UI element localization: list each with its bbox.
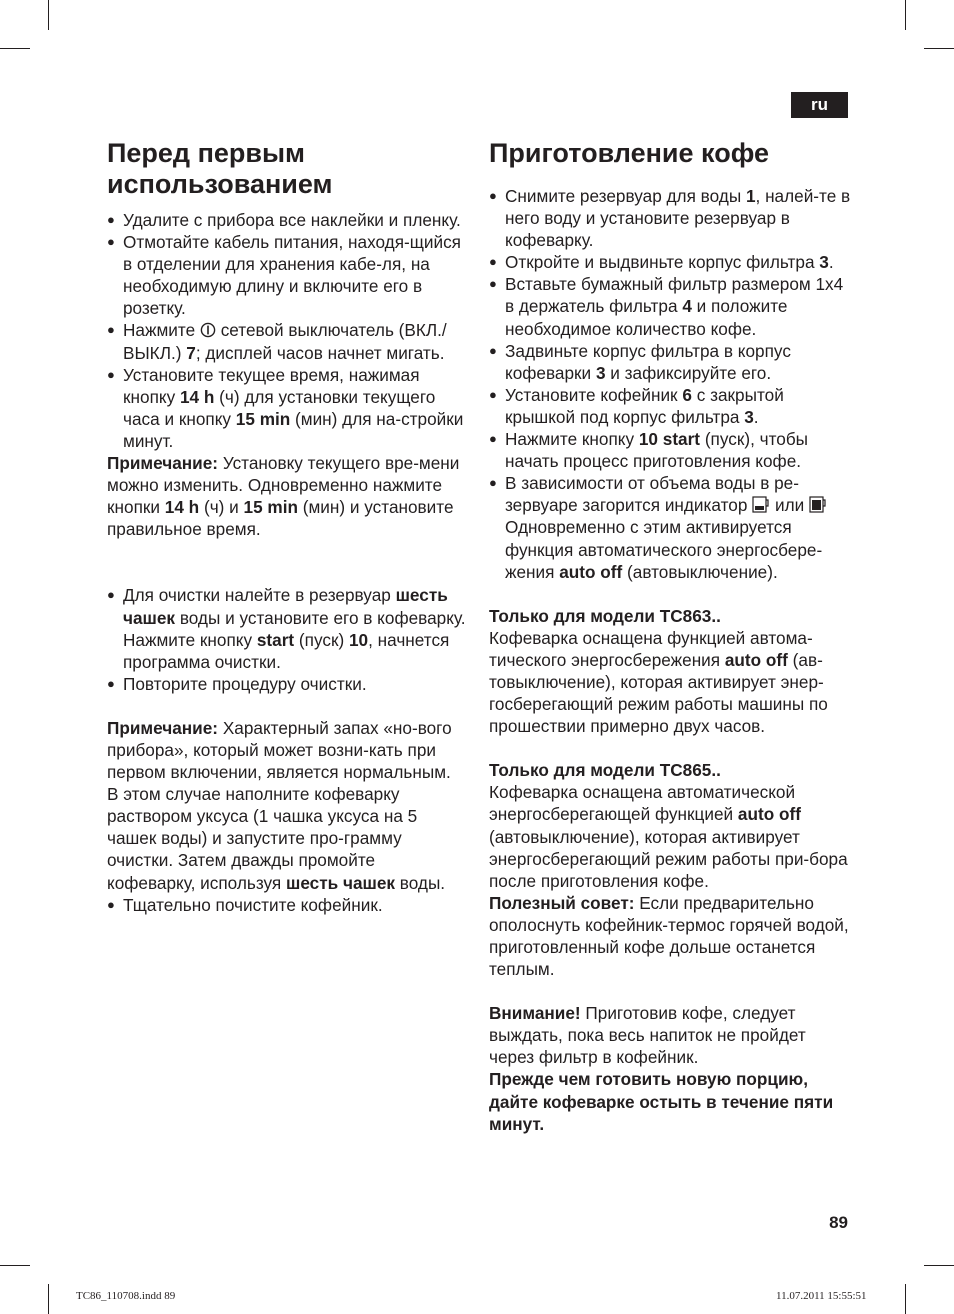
model-paragraph: Кофеварка оснащена функцией автома-тического энергосбережения auto off (ав-товыключение), которая активирует энер-госберегающий режим работы машины по прошествии примерно двух часов. [489, 627, 828, 737]
list-item: ● Удалите с прибора все наклейки и пленку. [107, 209, 467, 231]
crop-mark [924, 48, 954, 49]
spacer [489, 737, 851, 759]
list-item: ● Установите текущее время, нажимая кнопку 14 h (ч) для установки текущего часа и кнопку 15 min (мин) для на-стройки минут. [107, 364, 467, 452]
spacer [489, 980, 851, 1002]
crop-mark [48, 0, 49, 30]
list-item: ● Отмотайте кабель питания, находя-щийся в отделении для хранения кабе-ля, на необходимую длину и включите его в розетку. [107, 231, 467, 319]
crop-mark [0, 48, 30, 49]
footer-file-info: TC86_110708.indd 89 [76, 1290, 176, 1302]
spacer [489, 583, 851, 605]
right-column [489, 138, 851, 1135]
crop-mark [0, 1265, 30, 1266]
list-item: ● Для очистки налейте в резервуар шесть чашек воды и установите его в кофеварку. Нажмите кнопку start (пуск) 10, начнется программа очистки. [107, 584, 467, 672]
crop-mark [924, 1265, 954, 1266]
crop-mark [48, 1284, 49, 1314]
model-heading: Только для модели TC865.. [489, 760, 721, 781]
list-item: ● Задвиньте корпус фильтра в корпус кофеварки 3 и зафиксируйте его. [489, 340, 851, 384]
warning-bold-paragraph: Прежде чем готовить новую порцию, дайте кофеварке остыть в течение пяти минут. [489, 1069, 834, 1134]
note-paragraph: Примечание: Характерный запах «но-вого прибора», который может возни-кать при первом включении, является нормальным. В этом случае наполните кофеварку раствором уксуса (1 чашка уксуса на 5 чашек воды) и запустите про-грамму очистки. Затем дважды промойте кофеварку, используя шесть чашек воды. [107, 717, 452, 893]
list-item: ● Снимите резервуар для воды 1, налей-те в него воду и установите резервуар в кофеварку. [489, 185, 851, 251]
crop-mark [905, 1284, 906, 1314]
spacer [107, 695, 467, 717]
right-section-title: Приготовление кофе [489, 138, 769, 168]
list-item: ● Нажмите кнопку 10 start (пуск), чтобы начать процесс приготовления кофе. [489, 428, 851, 472]
list-item: ● Вставьте бумажный фильтр размером 1x4 в держатель фильтра 4 и положите необходимое количество кофе. [489, 273, 851, 339]
list-item: ● Установите кофейник 6 с закрытой крышкой под корпус фильтра 3. [489, 384, 851, 428]
small-water-level-icon [752, 496, 770, 513]
spacer [107, 540, 467, 562]
large-water-level-icon [809, 496, 827, 513]
list-item: ● Откройте и выдвиньте корпус фильтра 3. [489, 251, 851, 273]
list-item: ● Повторите процедуру очистки. [107, 673, 467, 695]
note-paragraph: Примечание: Установку текущего вре-мени можно изменить. Одновременно нажмите кнопки 14 h (ч) и 15 min (мин) и установите правильное время. [107, 453, 460, 540]
crop-mark [905, 0, 906, 30]
left-section-title: Перед первым использованием [107, 138, 333, 199]
power-switch-icon [200, 322, 216, 338]
spacer [107, 562, 467, 584]
list-item: ● Нажмите сетевой выключатель (ВКЛ./ВЫКЛ.) 7; дисплей часов начнет мигать. [107, 319, 467, 363]
left-column [107, 138, 467, 916]
warning-paragraph: Внимание! Приготовив кофе, следует выждать, пока весь напиток не пройдет через фильтр в кофейник. [489, 1003, 806, 1068]
tip-paragraph: Полезный совет: Если предварительно ополоснуть кофейник-термос горячей водой, приготовленный кофе дольше останется теплым. [489, 892, 849, 980]
page-number: 89 [829, 1213, 848, 1232]
model-paragraph: Кофеварка оснащена автоматической энергосберегающей функцией auto off (автовыключение), которая активирует энергосберегающий режим работы при-бора после приготовления кофе. [489, 782, 848, 891]
model-heading: Только для модели TC863.. [489, 605, 721, 626]
list-item: ● Тщательно почистите кофейник. [107, 894, 467, 916]
footer-timestamp: 11.07.2011 15:55:51 [776, 1290, 867, 1302]
language-tab: ru [791, 92, 848, 118]
list-item: ● В зависимости от объема воды в ре-зервуаре загорится индикатор или Одновременно с этим активируется функция автоматического энергосбере-жения auto off (автовыключение). [489, 472, 851, 582]
